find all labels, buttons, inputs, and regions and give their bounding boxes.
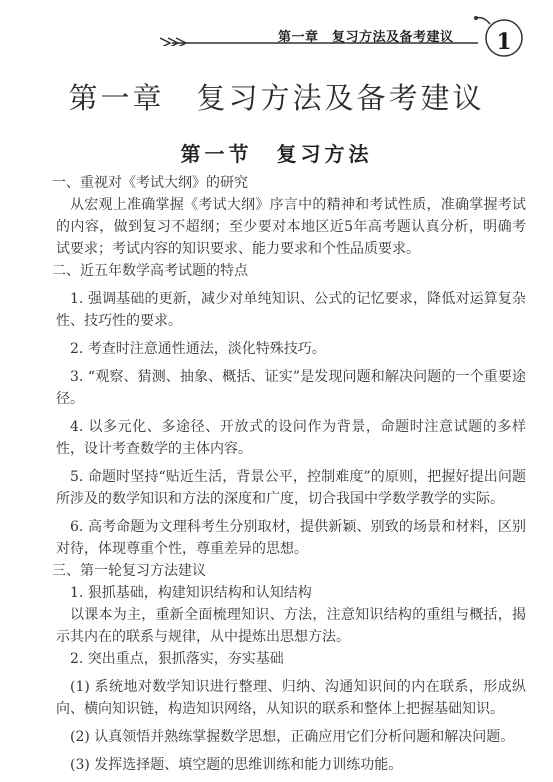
paragraph: 从宏观上准确掌握《考试大纲》序言中的精神和考试性质，准确掌握考试的内容，做到复习不超纲；至少要对本地区近5年高考题认真分析，明确考试要求；考试内容的知识要求、能力要求和个性品质要求。 <box>56 197 526 257</box>
list-item: 6. 高考命题为文理科考生分别取材，提供新颖、别致的场景和材料，区别对待，体现尊重个性，尊重差异的思想。 <box>56 519 526 557</box>
list-item: 1. 强调基础的更新，减少对单纯知识、公式的记忆要求，降低对运算复杂性、技巧性的要求。 <box>56 291 526 329</box>
subheading: 1. 狠抓基础，构建知识结构和认知结构 <box>70 585 312 601</box>
list-item: 2. 考查时注意通性通法，淡化特殊技巧。 <box>70 341 326 357</box>
list-item: 5. 命题时坚持“贴近生活，背景公平，控制难度”的原则，把握好提出问题所涉及的数学知识和方法的深度和广度，切合我国中学数学教学的实际。 <box>56 469 526 507</box>
page-number: 1 <box>496 29 512 55</box>
running-header <box>0 8 553 55</box>
heading-item-2: 二、近五年数学高考试题的特点 <box>52 263 248 279</box>
running-title: 第一章 复习方法及备考建议 <box>278 30 454 45</box>
list-item: 4. 以多元化、多途径、开放式的设问作为背景，命题时注意试题的多样性，设计考查数学的主体内容。 <box>56 419 526 457</box>
body-text <box>52 172 526 776</box>
chapter-title: 第一章 复习方法及备考建议 <box>68 81 485 115</box>
list-item: (3) 发挥选择题、填空题的思维训练和能力训练功能。 <box>70 757 403 773</box>
list-item: (1) 系统地对数学知识进行整理、归纳、沟通知识间的内在联系，形成纵向、横向知识链，构造知识网络，从知识的联系和整体上把握基础知识。 <box>56 679 526 717</box>
heading-item-3: 三、第一轮复习方法建议 <box>52 563 206 579</box>
heading-item-1: 一、重视对《考试大纲》的研究 <box>52 175 248 191</box>
subheading: 2. 突出重点，狠抓落实，夯实基础 <box>70 651 284 667</box>
list-item: (2) 认真领悟并熟练掌握数学思想，正确应用它们分析问题和解决问题。 <box>70 729 515 745</box>
paragraph: 以课本为主，重新全面梳理知识、方法，注意知识结构的重组与概括，揭示其内在的联系与规律，从中提炼出思想方法。 <box>56 607 526 645</box>
list-item: 3. “观察、猜测、抽象、概括、证实”是发现问题和解决问题的一个重要途径。 <box>56 369 526 407</box>
section-title: 第一节 复习方法 <box>180 142 373 166</box>
